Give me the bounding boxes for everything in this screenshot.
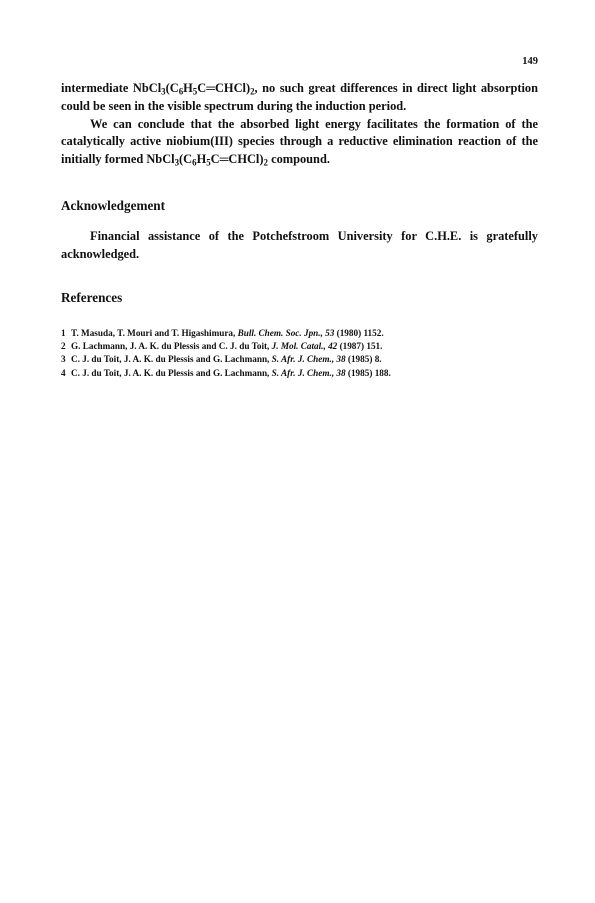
reference-item bbox=[61, 327, 538, 340]
text-run: H bbox=[183, 81, 193, 95]
subscript: 6 bbox=[178, 86, 184, 97]
reference-number: 4 bbox=[61, 367, 66, 378]
text-run: H bbox=[196, 152, 207, 167]
reference-item bbox=[61, 353, 538, 366]
text-run: C═CHCl) bbox=[197, 81, 251, 95]
references-list bbox=[61, 327, 538, 380]
reference-number: 3 bbox=[61, 354, 66, 365]
reference-item bbox=[61, 340, 538, 353]
paragraph-conclusion bbox=[61, 116, 538, 169]
reference-details: (1985) 188. bbox=[345, 367, 391, 378]
reference-journal: Bull. Chem. Soc. Jpn., 53 bbox=[237, 328, 335, 338]
reference-authors: C. J. du Toit, J. A. K. du Plessis and G. Lachmann, bbox=[71, 354, 272, 365]
reference-authors: T. Masuda, T. Mouri and T. Higashimura, bbox=[71, 328, 238, 338]
reference-journal: J. Mol. Catal., 42 bbox=[271, 341, 338, 352]
reference-details: (1987) 151. bbox=[337, 341, 383, 352]
acknowledgement-section bbox=[61, 228, 538, 264]
acknowledgement-text: Financial assistance of the Potchefstroom University for C.H.E. is gratefully acknowledged. bbox=[61, 229, 538, 261]
text-run: , no such great differences in direct light absorption could be seen in the visible spectrum during the induction period. bbox=[61, 81, 539, 113]
reference-details: (1980) 1152. bbox=[334, 328, 384, 338]
reference-number: 1 bbox=[61, 328, 66, 338]
subscript: 3 bbox=[174, 157, 180, 168]
references-heading: References bbox=[61, 290, 123, 305]
reference-item bbox=[61, 367, 538, 380]
text-run: We can conclude that the absorbed light energy facilitates the formation of the catalytically active niobium(III) species through a reductive elimination reaction of the initially formed NbCl bbox=[61, 116, 538, 167]
subscript: 2 bbox=[263, 157, 268, 168]
reference-authors: G. Lachmann, J. A. K. du Plessis and C. J. du Toit, bbox=[71, 341, 272, 352]
subscript: 3 bbox=[161, 86, 166, 97]
subscript: 5 bbox=[206, 157, 211, 168]
reference-details: (1985) 8. bbox=[345, 354, 382, 365]
subscript: 6 bbox=[192, 157, 197, 168]
subscript: 2 bbox=[250, 86, 255, 97]
reference-number: 2 bbox=[61, 341, 66, 352]
text-run: C═CHCl) bbox=[210, 152, 264, 167]
acknowledgement-heading: Acknowledgement bbox=[61, 198, 166, 213]
text-run: intermediate NbCl bbox=[61, 81, 162, 95]
body-text bbox=[61, 80, 538, 169]
reference-authors: C. J. du Toit, J. A. K. du Plessis and G. Lachmann, bbox=[71, 367, 272, 378]
paragraph-intermediate bbox=[61, 80, 538, 116]
reference-journal: S. Afr. J. Chem., 38 bbox=[271, 354, 346, 365]
page-number: 149 bbox=[522, 56, 538, 67]
subscript: 5 bbox=[192, 86, 198, 97]
text-run: (C bbox=[179, 152, 193, 167]
text-run: (C bbox=[165, 81, 179, 95]
text-run: compound. bbox=[267, 152, 330, 167]
reference-journal: S. Afr. J. Chem., 38 bbox=[271, 367, 346, 378]
